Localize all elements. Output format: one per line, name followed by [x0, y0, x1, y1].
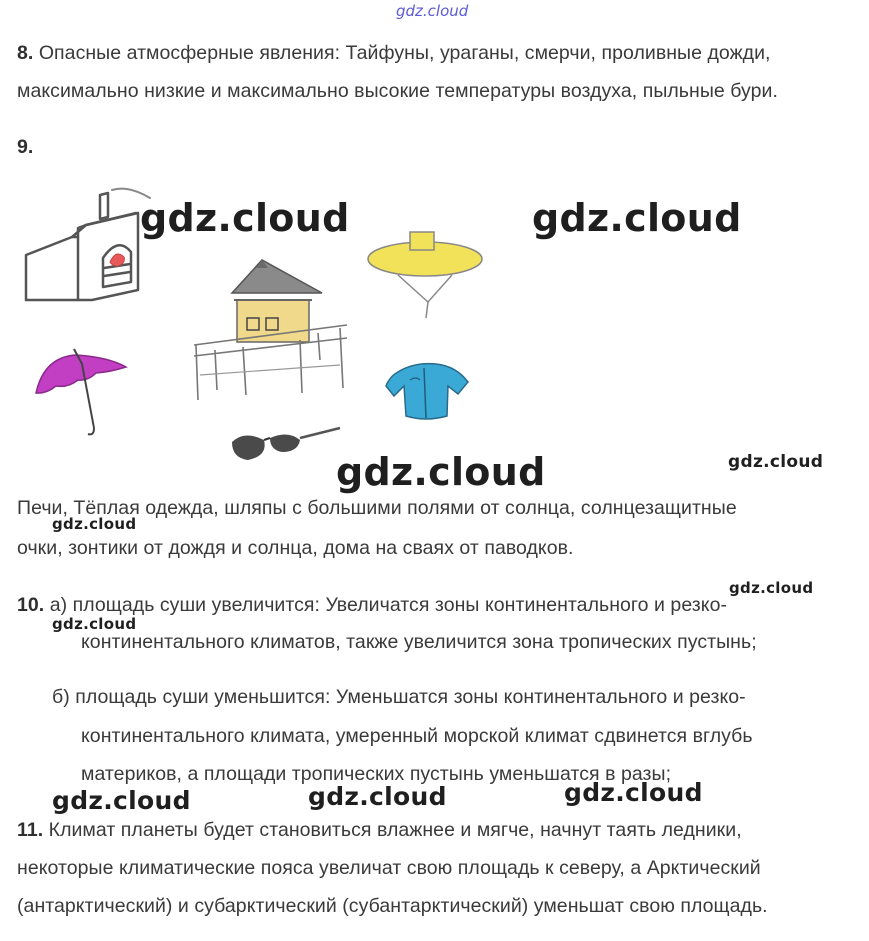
q11-line-1 — [17, 819, 742, 842]
watermark: gdz.cloud — [52, 615, 137, 633]
jacket-icon — [386, 364, 468, 419]
watermark: gdz.cloud — [308, 782, 447, 811]
q11-number: 11. — [17, 819, 44, 841]
q10-line-b3: материков, а площади тропических пустынь уменьшатся в разы; — [81, 763, 672, 785]
q10-number: 10. — [17, 594, 45, 616]
watermark-top: gdz.cloud — [396, 2, 469, 20]
watermark: gdz.cloud — [52, 515, 137, 533]
q9-line-number — [17, 136, 33, 159]
q11-line-3: (антарктический) и субарктический (субантарктический) уменьшат свою площадь. — [17, 895, 768, 917]
q9-number: 9. — [17, 136, 34, 158]
q10-line-a1 — [17, 594, 727, 617]
q8-line-1 — [17, 42, 771, 65]
watermark: gdz.cloud — [140, 196, 350, 240]
q11-text-1: Климат планеты будет становиться влажнее и мягче, начнут таять ледники, — [48, 819, 742, 841]
umbrella-icon — [36, 349, 126, 434]
stove-icon — [26, 189, 150, 300]
sun-hat-icon — [368, 232, 482, 318]
q9-line-2: очки, зонтики от дождя и солнца, дома на сваях от паводков. — [17, 537, 574, 559]
q8-text-1: Опасные атмосферные явления: Тайфуны, ураганы, смерчи, проливные дожди, — [38, 42, 771, 64]
q9-line-1: Печи, Тёплая одежда, шляпы с большими полями от солнца, солнцезащитные — [17, 497, 737, 519]
watermark: gdz.cloud — [564, 778, 703, 807]
sunglasses-icon — [232, 428, 340, 460]
watermark: gdz.cloud — [728, 452, 824, 472]
q10-line-b2: континентального климата, умеренный морской климат сдвинется вглубь — [81, 725, 753, 747]
q8-number: 8. — [17, 42, 34, 64]
q10-line-b1: б) площадь суши уменьшится: Уменьшатся зоны континентального и резко- — [52, 686, 746, 708]
q11-line-2: некоторые климатические пояса увеличат свою площадь к северу, а Арктический — [17, 857, 761, 879]
watermark: gdz.cloud — [336, 450, 546, 494]
watermark: gdz.cloud — [52, 786, 191, 815]
q10-text-a1: а) площадь суши увеличится: Увеличатся зоны континентального и резко- — [49, 594, 728, 616]
q8-line-2: максимально низкие и максимально высокие температуры воздуха, пыльные бури. — [17, 80, 778, 102]
watermark: gdz.cloud — [729, 579, 814, 597]
q10-line-a2: континентального климатов, также увеличится зона тропических пустынь; — [81, 631, 757, 653]
stove-fire-icon — [110, 254, 124, 266]
stilt-house-icon — [194, 260, 347, 400]
watermark: gdz.cloud — [532, 196, 742, 240]
